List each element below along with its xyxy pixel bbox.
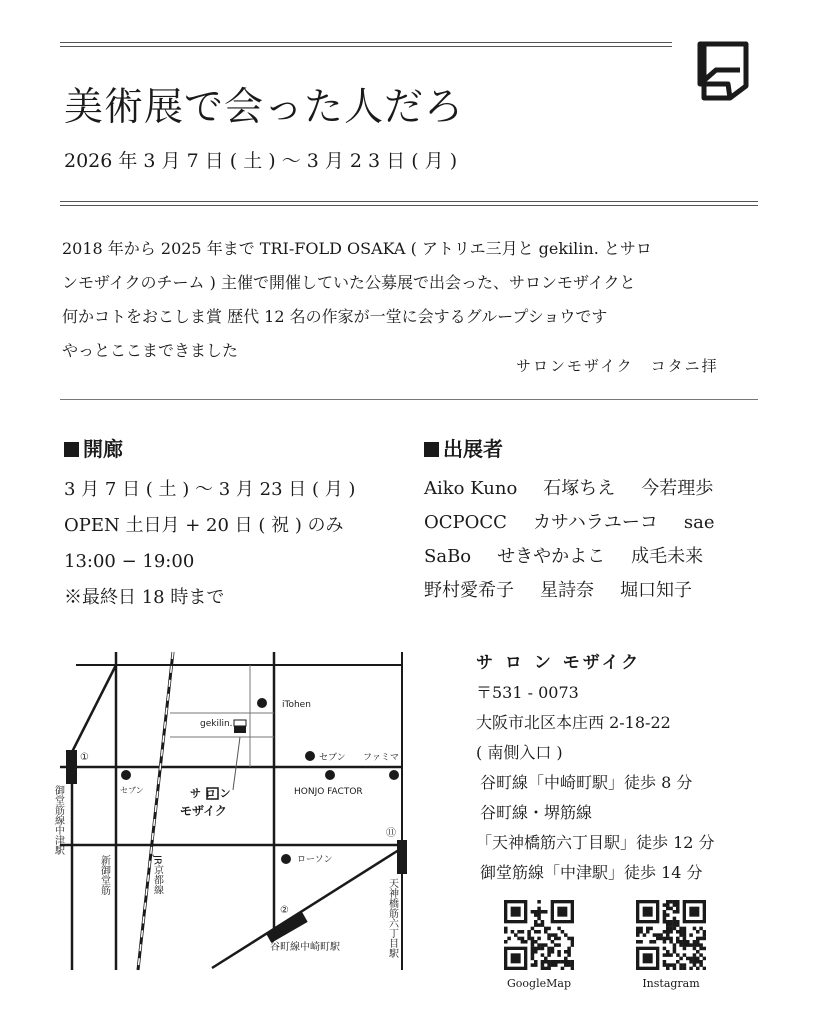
map-label-honjo: HONJO FACTOR [294,787,363,797]
venue-name: サ ロ ン モザイク [476,653,642,673]
instagram-label: Instagram [642,977,700,990]
map-label-nakazaki: 谷町線中崎町駅 [270,942,340,953]
opening-hours [64,472,355,616]
artist-name: 星詩奈 [540,580,594,601]
artist-name: Aiko Kuno [424,478,518,499]
map-label-shinmidosuji: 新御堂筋 [98,855,110,895]
opening-heading [64,433,123,462]
artists-heading [424,433,503,462]
exhibition-dates: 2026 年 3 月 7 日 ( 土 ) ～ 3 月 2 3 日 ( 月 ) [64,150,458,172]
access-line: 谷町線・堺筋線 [480,803,593,822]
artist-row [424,472,741,506]
map-label-mosaic: モザイク [180,804,227,818]
access-line: 谷町線「中崎町駅」徒歩 8 分 [480,773,693,792]
opening-line: 13:00 − 19:00 [64,551,195,572]
opening-line: 3 月 7 日 ( 土 ) ～ 3 月 23 日 ( 月 ) [64,479,356,500]
googlemap-qr-code[interactable] [504,900,574,970]
opening-heading-label: 開廊 [83,437,123,461]
venue-postal: 〒531 - 0073 [476,683,579,702]
intro-text [62,232,752,368]
access-map [40,640,420,980]
signature: サロンモザイク コタニ拝 [516,357,719,375]
section-rule [60,399,758,400]
top-rule-2 [60,46,672,47]
artist-name: SaBo [424,546,472,567]
map-label-itohen: iTohen [282,700,311,710]
mid-rule-2 [60,205,758,206]
artist-name: 堀口知子 [620,580,692,601]
map-label-seven: セブン [319,753,346,763]
square-bullet-icon [424,442,439,457]
artists-heading-label: 出展者 [443,437,503,461]
artist-name: OCPOCC [424,512,507,533]
artist-name: せきやかよこ [497,546,606,567]
map-label-lawson: ローソン [297,855,333,865]
intro-line: ンモザイクのチーム ) 主催で開催していた公募展で出会った、サロンモザイクと [62,273,636,292]
artist-name: 石塚ちえ [543,478,616,499]
intro-line: 何かコトをおこしま賞 歴代 12 名の作家が一堂に会するグループショウです [62,307,608,326]
opening-line: OPEN 土日月 + 20 日 ( 祝 ) のみ [64,515,344,536]
map-label-familymart: ファミマ [363,753,399,763]
artist-list [424,472,741,608]
artist-row [424,506,741,540]
map-label-salon: サ ロ ン [190,787,231,800]
access-line: 「天神橋筋六丁目駅」徒歩 12 分 [476,833,715,852]
mid-rule-1 [60,201,758,202]
map-exit-11: ⑪ [386,828,396,839]
artist-name: sae [683,512,715,533]
intro-line: やっとここまできました [62,341,239,360]
square-bullet-icon [64,442,79,457]
map-label-jr: JR京都線 [151,855,163,895]
opening-line: ※最終日 18 時まで [64,587,225,608]
map-label-seven: セブン [120,786,144,795]
artist-name: カサハラユーコ [532,512,658,533]
intro-line: 2018 年から 2025 年まで TRI-FOLD OSAKA ( アトリエ三月と gekilin. とサロ [62,239,652,258]
map-exit-1: ① [80,752,89,763]
artist-row [424,574,741,608]
map-label-gekilin: gekilin. [200,719,233,729]
access-line: 御堂筋線「中津駅」徒歩 14 分 [480,863,703,882]
map-exit-2: ② [280,905,289,916]
salon-mosaic-logo-icon [694,40,752,102]
map-label-tenjin: 天神橋筋六丁目駅 [386,878,398,958]
artist-name: 野村愛希子 [424,580,514,601]
page-title: 美術展で会った人だろ [64,85,465,130]
artist-name: 今若理歩 [641,478,714,499]
top-rule-1 [60,42,672,43]
googlemap-label: GoogleMap [507,977,571,990]
venue-info [476,648,715,888]
venue-entrance: ( 南側入口 ) [476,743,563,762]
instagram-qr-code[interactable] [636,900,706,970]
venue-address: 大阪市北区本庄西 2-18-22 [476,713,671,732]
artist-name: 成毛未来 [631,546,704,567]
map-label-midosuji: 御堂筋線中津駅 [52,785,64,855]
artist-row [424,540,741,574]
